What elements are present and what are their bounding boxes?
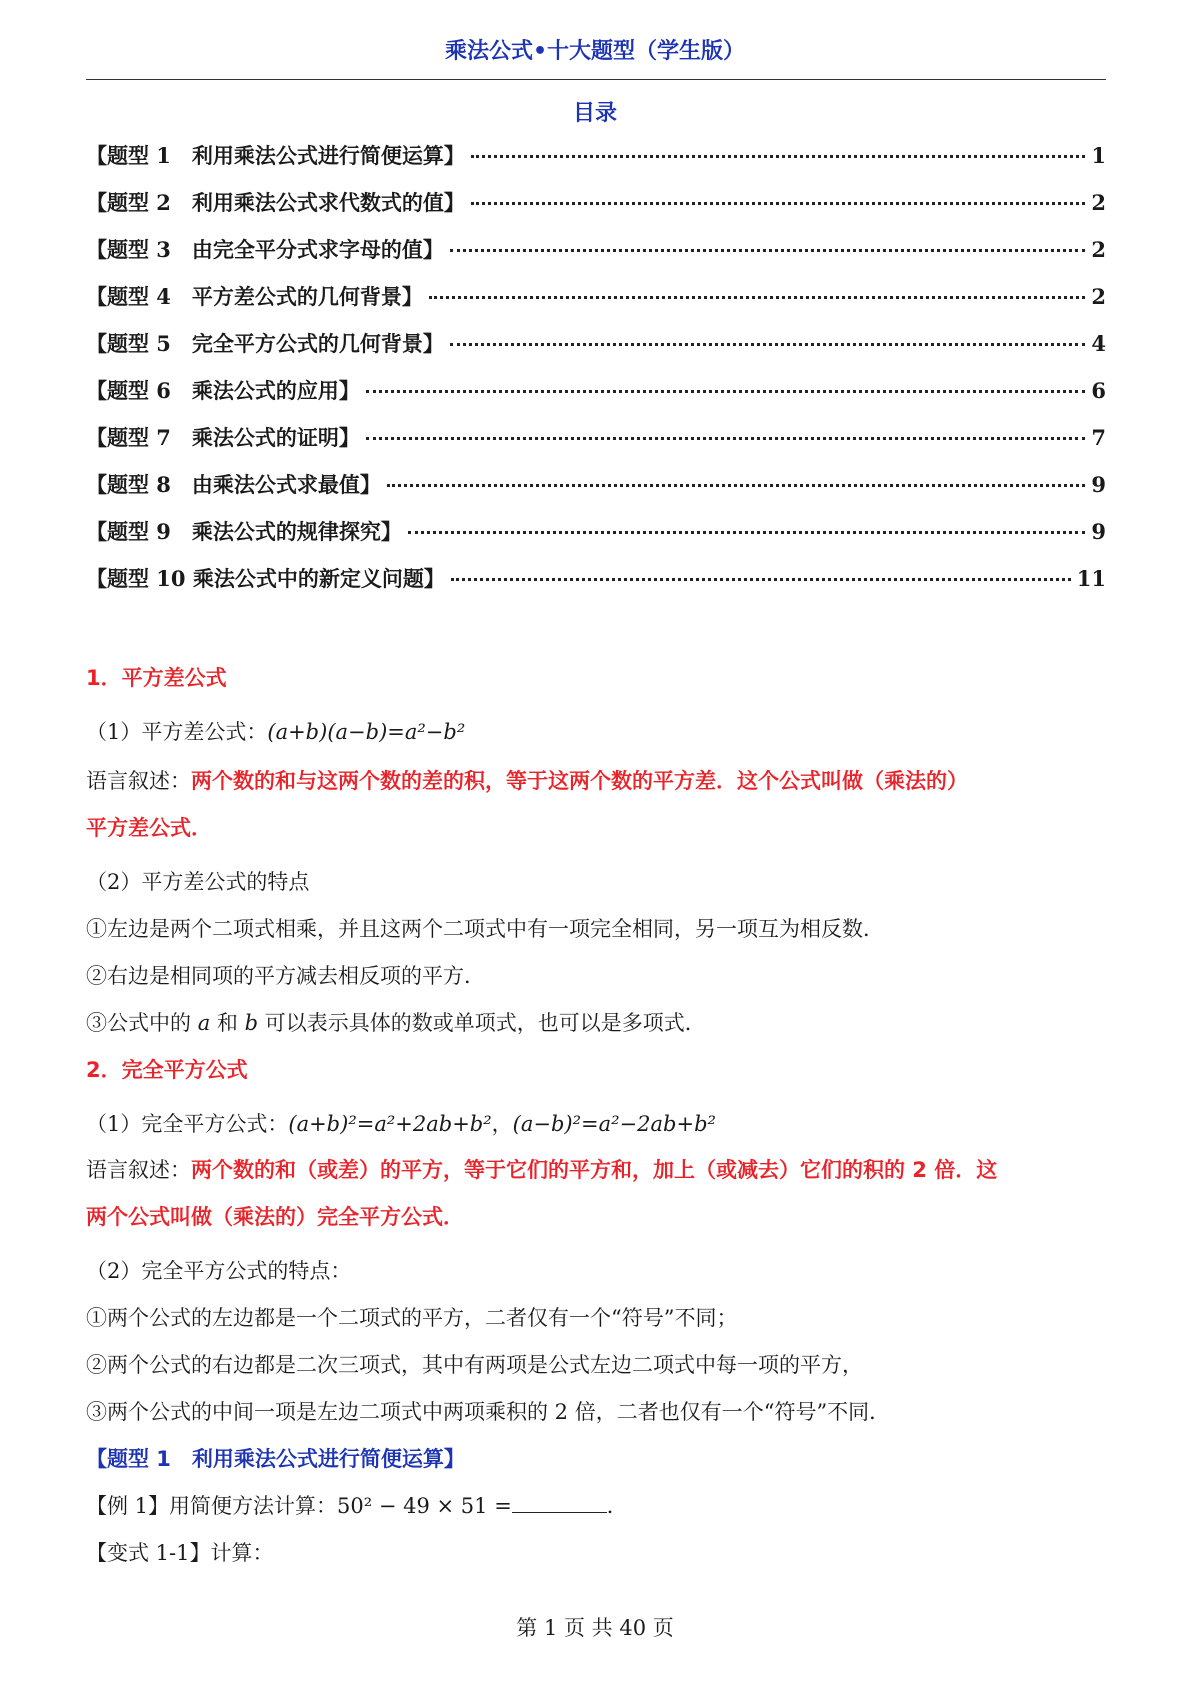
toc-entry-page: 7: [1091, 425, 1106, 450]
toc-leader-dots: [366, 437, 1085, 440]
answer-blank[interactable]: [512, 1494, 607, 1513]
difference-of-squares-formula: (a+b)(a−b)=a²−b²: [267, 720, 466, 744]
toc-entry-label: 【题型 1 利用乘法公式进行简便运算】: [86, 143, 465, 168]
formula-label: （1）平方差公式：: [86, 720, 268, 744]
toc-entry-label: 【题型 3 由完全平分式求字母的值】: [86, 237, 444, 262]
description-text-2: 两个公式叫做（乘法的）完全平方公式．: [86, 1205, 464, 1229]
toc-leader-dots: [387, 484, 1085, 487]
toc-entry-label: 【题型 7 乘法公式的证明】: [86, 425, 360, 450]
header-rule: [86, 79, 1106, 80]
toc-title: 目录: [572, 101, 617, 126]
toc-leader-dots: [429, 296, 1085, 299]
section-1-feature-1: ①左边是两个二项式相乘，并且这两个二项式中有一项完全相同，另一项互为相反数．: [86, 917, 884, 941]
toc-entry-label: 【题型 10 乘法公式中的新定义问题】: [86, 566, 445, 591]
square-of-difference-formula: (a−b)²=a²−2ab+b²: [512, 1112, 716, 1136]
toc-entry-page: 6: [1091, 378, 1106, 403]
toc-entry[interactable]: [86, 234, 1106, 281]
description-label: 语言叙述：: [86, 769, 191, 793]
toc-leader-dots: [471, 155, 1085, 158]
table-of-contents: [86, 140, 1106, 610]
toc-entry-label: 【题型 8 由乘法公式求最值】: [86, 472, 381, 497]
section-2-feature-3: ③两个公式的中间一项是左边二项式中两项乘积的 2 倍，二者也仅有一个“符号”不同．: [86, 1400, 891, 1424]
section-1-feature-3: [86, 1007, 1116, 1037]
section-1-feature-2: ②右边是相同项的平方减去相反项的平方．: [86, 964, 485, 988]
description-text-1: 两个数的和（或差）的平方，等于它们的平方和，加上（或减去）它们的积的 2 倍．这: [191, 1158, 998, 1182]
example-expression: 50² − 49 × 51 =: [337, 1494, 512, 1518]
section-2-description: [86, 1147, 1116, 1241]
toc-entry-page: 2: [1091, 237, 1106, 262]
toc-entry[interactable]: [86, 140, 1106, 187]
toc-entry-page: 9: [1091, 472, 1106, 497]
toc-entry[interactable]: [86, 469, 1106, 516]
example-end: ．: [606, 1494, 628, 1518]
toc-leader-dots: [450, 343, 1085, 346]
section-2-features-title: （2）完全平方公式的特点：: [86, 1259, 352, 1283]
toc-entry-page: 11: [1076, 566, 1106, 591]
feature-3-text-a: ③公式中的: [86, 1011, 191, 1035]
section-2-formula-line: [86, 1108, 1116, 1138]
description-text-2: 平方差公式．: [86, 816, 212, 840]
page-footer: 第 1 页 共 40 页: [516, 1616, 674, 1640]
toc-entry-page: 9: [1091, 519, 1106, 544]
toc-entry-page: 4: [1091, 331, 1106, 356]
toc-entry[interactable]: [86, 281, 1106, 328]
section-1-description: [86, 758, 1116, 852]
toc-entry[interactable]: [86, 375, 1106, 422]
toc-leader-dots: [471, 202, 1085, 205]
section-1-formula-line: [86, 716, 1116, 746]
type-1-heading: 【题型 1 利用乘法公式进行简便运算】: [86, 1447, 465, 1471]
toc-entry[interactable]: [86, 563, 1106, 610]
variable-b: b: [244, 1011, 259, 1035]
toc-entry-label: 【题型 9 乘法公式的规律探究】: [86, 519, 402, 544]
variable-a: a: [197, 1011, 211, 1035]
toc-leader-dots: [451, 578, 1071, 581]
formula-separator: ，: [491, 1112, 513, 1136]
toc-entry[interactable]: [86, 422, 1106, 469]
formula-label: （1）完全平方公式：: [86, 1112, 289, 1136]
square-of-sum-formula: (a+b)²=a²+2ab+b²: [288, 1112, 492, 1136]
section-2-heading: 2．完全平方公式: [86, 1058, 248, 1082]
toc-entry-page: 2: [1091, 284, 1106, 309]
feature-3-text-b: 可以表示具体的数或单项式，也可以是多项式．: [264, 1011, 706, 1035]
feature-3-and: 和: [216, 1011, 238, 1035]
document-header-title: 乘法公式•十大题型（学生版）: [444, 39, 746, 64]
toc-entry-label: 【题型 6 乘法公式的应用】: [86, 378, 360, 403]
example-label: 【例 1】用简便方法计算：: [86, 1494, 338, 1518]
toc-entry-page: 1: [1091, 143, 1106, 168]
toc-entry-label: 【题型 4 平方差公式的几何背景】: [86, 284, 423, 309]
section-1-heading: 1．平方差公式: [86, 666, 227, 690]
description-text-1: 两个数的和与这两个数的差的积，等于这两个数的平方差．这个公式叫做（乘法的）: [191, 769, 968, 793]
toc-entry-label: 【题型 2 利用乘法公式求代数式的值】: [86, 190, 465, 215]
section-1-features-title: （2）平方差公式的特点: [86, 870, 310, 894]
toc-leader-dots: [450, 249, 1085, 252]
toc-entry[interactable]: [86, 516, 1106, 563]
toc-entry[interactable]: [86, 328, 1106, 375]
toc-leader-dots: [408, 531, 1085, 534]
toc-entry-label: 【题型 5 完全平方公式的几何背景】: [86, 331, 444, 356]
toc-leader-dots: [366, 390, 1085, 393]
section-2-feature-1: ①两个公式的左边都是一个二项式的平方，二者仅有一个“符号”不同；: [86, 1306, 738, 1330]
description-label: 语言叙述：: [86, 1158, 191, 1182]
example-1: [86, 1490, 1116, 1520]
toc-entry-page: 2: [1091, 190, 1106, 215]
toc-entry[interactable]: [86, 187, 1106, 234]
variant-1-1: 【变式 1-1】计算：: [86, 1541, 274, 1565]
section-2-feature-2: ②两个公式的右边都是二次三项式，其中有两项是公式左边二项式中每一项的平方，: [86, 1353, 863, 1377]
